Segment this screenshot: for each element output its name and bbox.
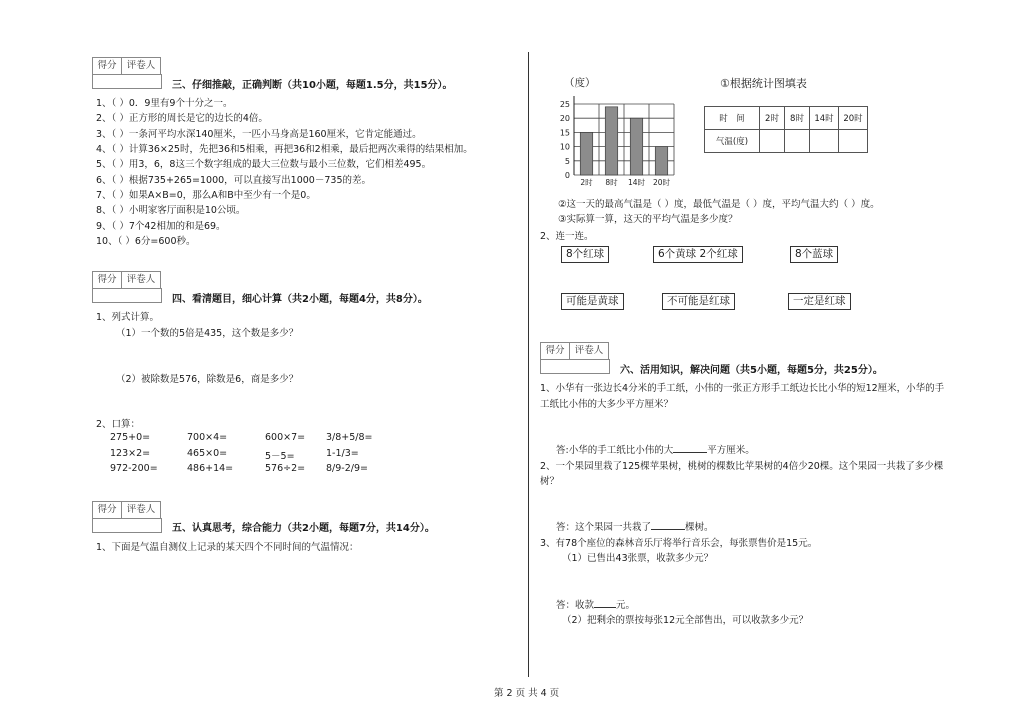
time-cell: 14时: [810, 107, 839, 130]
judge-item: 8、（ ）小明家客厅面积是10公顷。: [96, 205, 246, 216]
link-box-top[interactable]: 6个黄球 2个红球: [653, 246, 743, 263]
judge-item: 1、（ ）0．9里有9个十分之一。: [96, 98, 233, 109]
time-cell: 2时: [760, 107, 785, 130]
section6-title: 六、活用知识，解决问题（共5小题，每题5分，共25分）。: [620, 365, 883, 376]
chart-task-title: ①根据统计图填表: [720, 77, 807, 90]
judge-item: 4、（ ）计算36×25时，先把36和5相乘，再把36和2相乘，最后把两次乘得的结果相加。: [96, 144, 473, 155]
y-tick-label: 15: [559, 128, 570, 138]
oral-cell: 123×2=: [110, 448, 151, 459]
answer-2-post: 棵树。: [685, 522, 714, 533]
score-box: [92, 271, 161, 289]
temp-blank[interactable]: [760, 130, 785, 153]
oral-cell: 600×7=: [265, 432, 306, 443]
oral-cell: 486+14=: [187, 463, 234, 474]
oral-cell: 576÷2=: [265, 463, 306, 474]
oral-cell: 1-1/3=: [326, 448, 359, 459]
oral-cell: 3/8+5/8=: [326, 432, 373, 443]
q-temperature: 1、下面是气温自测仪上记录的某天四个不同时间的气温情况：: [96, 542, 359, 553]
grader-label: 评卷人: [126, 274, 156, 285]
x-tick-label: 14时: [627, 178, 646, 187]
time-cell: 8时: [785, 107, 810, 130]
link-box-bottom[interactable]: 可能是黄球: [561, 293, 624, 310]
grader-label: 评卷人: [126, 60, 156, 71]
grader-label: 评卷人: [574, 345, 604, 356]
page-footer: 第 2 页 共 4 页: [494, 688, 560, 699]
q-calc-a: （1）一个数的5倍是435，这个数是多少？: [116, 328, 299, 339]
q1-line1: 1、小华有一张边长4分米的手工纸，小伟的一张正方形手工纸边长比小华的短12厘米，小华的手: [540, 383, 945, 394]
temp-header: 气温(度): [705, 130, 760, 153]
chart-q3: ③实际算一算，这天的平均气温是多少度？: [558, 214, 738, 225]
score-box: [92, 501, 161, 519]
judge-item: 2、（ ）正方形的周长是它的边长的4倍。: [96, 113, 268, 124]
oral-cell: 700×4=: [187, 432, 228, 443]
answer-1-pre: 答:小华的手工纸比小伟的大: [556, 445, 674, 456]
answer-blank[interactable]: [651, 529, 685, 530]
y-tick-label: 25: [559, 100, 570, 109]
score-box: [540, 342, 609, 360]
score-label: 得分: [541, 343, 570, 359]
q-calc-b: （2）被除数是576，除数是6，商是多少？: [116, 374, 299, 385]
answer-blank[interactable]: [594, 607, 616, 608]
score-box-blank: [92, 74, 162, 89]
judge-item: 9、（ ）7个42相加的和是69。: [96, 221, 226, 232]
answer-3-post: 元。: [616, 600, 636, 611]
link-title: 2、连一连。: [540, 231, 594, 242]
temp-blank[interactable]: [785, 130, 810, 153]
q3a-text: （1）已售出43张票，收款多少元？: [562, 553, 714, 564]
answer-2: [556, 519, 714, 533]
score-box-blank: [92, 518, 162, 533]
q3-text: 3、有78个座位的森林音乐厅将举行音乐会，每张票售价是15元。: [540, 538, 818, 549]
grader-label: 评卷人: [126, 504, 156, 515]
oral-cell: 465×0=: [187, 448, 228, 459]
oral-cell: 972-200=: [110, 463, 158, 474]
oral-cell: 8/9-2/9=: [326, 463, 368, 474]
oral-cell: 5－5=: [265, 451, 295, 462]
x-tick-label: 20时: [652, 178, 671, 187]
temperature-table: [704, 106, 868, 153]
answer-3: [556, 597, 635, 611]
judge-item: 7、（ ）如果A×B=0，那么A和B中至少有一个是0。: [96, 190, 316, 201]
q2-line2: 树？: [540, 476, 560, 487]
bar: [580, 132, 593, 175]
chart-ylabel: （度）: [564, 77, 596, 89]
link-box-bottom[interactable]: 一定是红球: [788, 293, 851, 310]
answer-blank[interactable]: [673, 452, 707, 453]
link-box-top[interactable]: 8个蓝球: [790, 246, 838, 263]
score-box-blank: [92, 288, 162, 303]
y-tick-label: 10: [559, 142, 570, 152]
y-tick-label: 20: [559, 114, 570, 124]
score-box-blank: [540, 359, 610, 374]
judge-item: 10、（ ）6分=600秒。: [96, 236, 196, 247]
bar: [630, 118, 643, 175]
link-box-bottom[interactable]: 不可能是红球: [662, 293, 735, 310]
chart-q2: ②这一天的最高气温是（ ）度，最低气温是（ ）度，平均气温大约（ ）度。: [558, 199, 880, 210]
time-header: 时 间: [705, 107, 760, 130]
answer-1: [556, 442, 755, 456]
temp-blank[interactable]: [810, 130, 839, 153]
score-label: 得分: [93, 502, 122, 518]
x-tick-label: 2时: [580, 178, 593, 187]
judge-item: 5、（ ）用3，6，8这三个数字组成的最大三位数与最小三位数，它们相差495。: [96, 159, 432, 170]
answer-2-pre: 答：这个果园一共栽了: [556, 522, 652, 533]
time-cell: 20时: [839, 107, 868, 130]
y-tick-label: 0: [564, 171, 570, 180]
oral-cell: 275+0=: [110, 432, 151, 443]
q1-line2: 工纸比小伟的大多少平方厘米？: [540, 399, 674, 410]
q2-line1: 2、一个果园里栽了125棵苹果树，桃树的棵数比苹果树的4倍少20棵。这个果园一共栽了多少棵: [540, 461, 944, 472]
answer-3-pre: 答：收款: [556, 600, 595, 611]
column-divider: [528, 52, 529, 677]
q3b-text: （2）把剩余的票按每张12元全部售出，可以收款多少元？: [562, 615, 809, 626]
q-oral-title: 2、口算：: [96, 419, 141, 430]
y-tick-label: 5: [564, 156, 570, 166]
bar: [605, 107, 618, 175]
judge-item: 3、（ ）一条河平均水深140厘米，一匹小马身高是160厘米，它肯定能通过。: [96, 129, 422, 140]
bar: [655, 147, 668, 175]
temp-blank[interactable]: [839, 130, 868, 153]
x-tick-label: 8时: [605, 178, 618, 187]
answer-1-post: 平方厘米。: [707, 445, 755, 456]
judge-item: 6、（ ）根据735+265=1000，可以直接写出1000－735的差。: [96, 175, 371, 186]
score-label: 得分: [93, 272, 122, 288]
score-label: 得分: [93, 58, 122, 74]
score-box: [92, 57, 161, 75]
temperature-bar-chart: [552, 92, 682, 192]
q-calc-title: 1、列式计算。: [96, 312, 160, 323]
section4-title: 四、看清题目，细心计算（共2小题，每题4分，共8分）。: [172, 294, 428, 305]
section5-title: 五、认真思考，综合能力（共2小题，每题7分，共14分）。: [172, 523, 435, 534]
link-box-top[interactable]: 8个红球: [561, 246, 609, 263]
section3-title: 三、仔细推敲，正确判断（共10小题，每题1.5分，共15分）。: [172, 80, 453, 91]
